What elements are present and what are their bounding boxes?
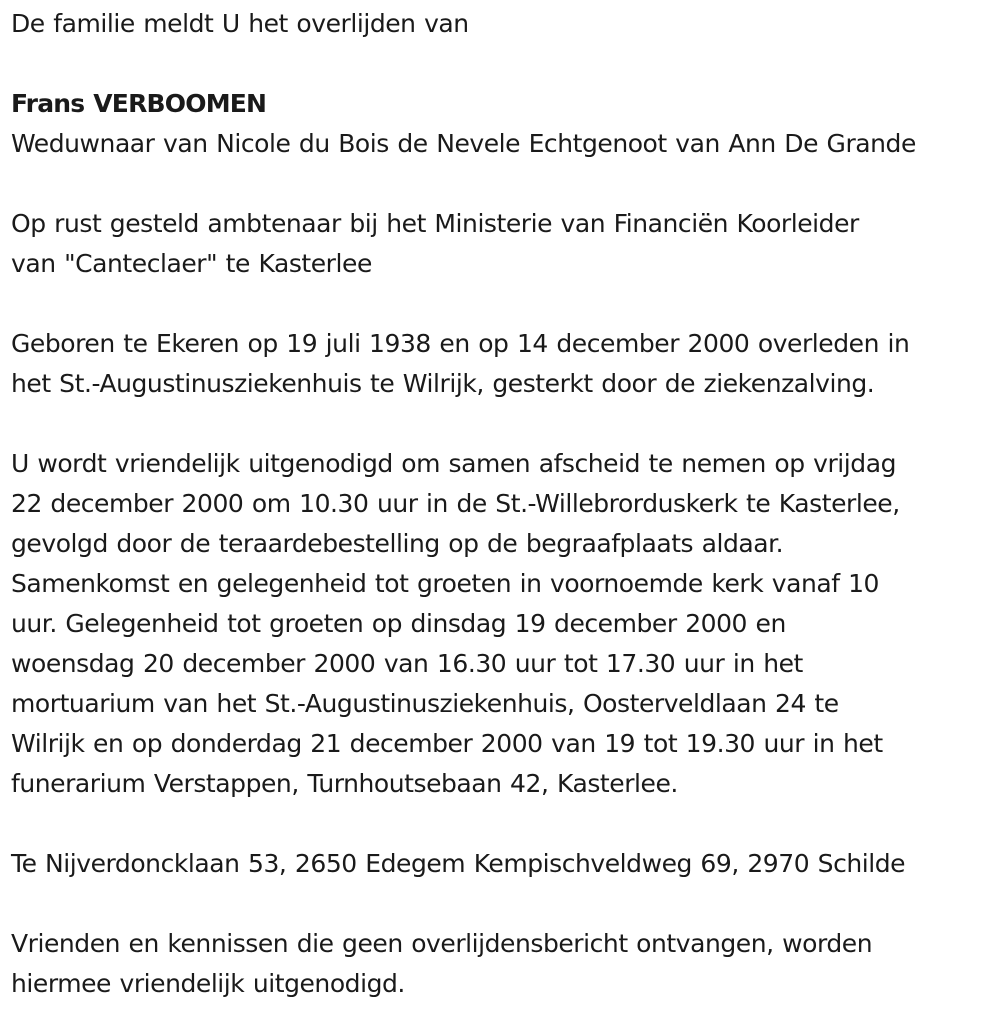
spacer <box>11 804 996 844</box>
text-line: gevolgd door de teraardebestelling op de begraafplaats aldaar. <box>11 529 784 558</box>
intro-text: De familie meldt U het overlijden van <box>11 9 469 38</box>
birth-death-paragraph <box>11 324 996 404</box>
text-line: mortuarium van het St.-Augustinusziekenhuis, Oosterveldlaan 24 te <box>11 689 839 718</box>
addresses-text: Te Nijverdoncklaan 53, 2650 Edegem Kempischveldweg 69, 2970 Schilde <box>11 849 906 878</box>
text-line: U wordt vriendelijk uitgenodigd om samen afscheid te nemen op vrijdag <box>11 449 896 478</box>
spacer <box>11 44 996 84</box>
relations-text: Weduwnaar van Nicole du Bois de Nevele Echtgenoot van Ann De Grande <box>11 129 916 158</box>
text-line: uur. Gelegenheid tot groeten op dinsdag 19 december 2000 en <box>11 609 786 638</box>
spacer <box>11 284 996 324</box>
text-line: het St.-Augustinusziekenhuis te Wilrijk, gesterkt door de ziekenzalving. <box>11 369 875 398</box>
text-line: 22 december 2000 om 10.30 uur in de St.-Willebrorduskerk te Kasterlee, <box>11 489 900 518</box>
deceased-name: Frans VERBOOMEN <box>11 89 267 118</box>
spacer <box>11 164 996 204</box>
closing-paragraph <box>11 924 996 1004</box>
ceremony-paragraph <box>11 444 996 804</box>
text-line: Geboren te Ekeren op 19 juli 1938 en op 14 december 2000 overleden in <box>11 329 910 358</box>
spacer <box>11 404 996 444</box>
text-line: Op rust gesteld ambtenaar bij het Ministerie van Financiën Koorleider <box>11 209 859 238</box>
text-line: funerarium Verstappen, Turnhoutsebaan 42, Kasterlee. <box>11 769 678 798</box>
text-line: Wilrijk en op donderdag 21 december 2000 van 19 tot 19.30 uur in het <box>11 729 883 758</box>
text-line: van "Canteclaer" te Kasterlee <box>11 249 372 278</box>
occupation-paragraph <box>11 204 996 284</box>
text-line: hiermee vriendelijk uitgenodigd. <box>11 969 405 998</box>
spacer <box>11 884 996 924</box>
text-line: woensdag 20 december 2000 van 16.30 uur tot 17.30 uur in het <box>11 649 803 678</box>
text-line: Samenkomst en gelegenheid tot groeten in voornoemde kerk vanaf 10 <box>11 569 879 598</box>
text-line: Vrienden en kennissen die geen overlijdensbericht ontvangen, worden <box>11 929 873 958</box>
